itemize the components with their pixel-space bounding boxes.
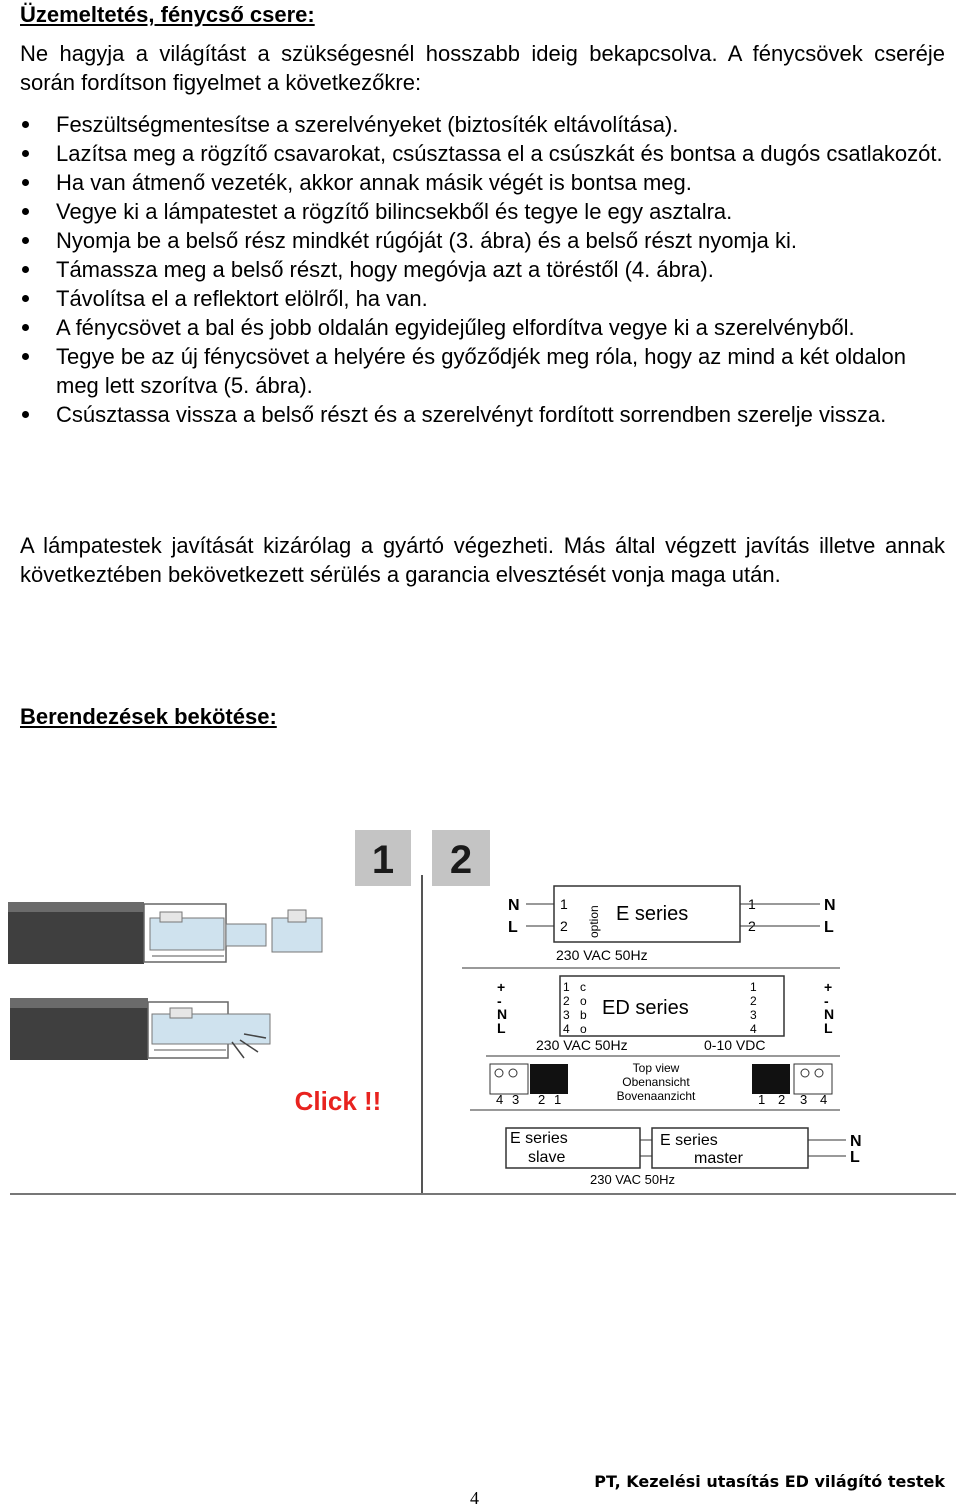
bullet-icon bbox=[22, 150, 29, 157]
svg-text:2: 2 bbox=[563, 994, 570, 1008]
svg-text:1: 1 bbox=[554, 1092, 562, 1107]
svg-text:master: master bbox=[694, 1150, 743, 1167]
wiring-figure bbox=[0, 820, 960, 1210]
list-item: Vegye ki a lámpatestet a rögzítő bilincsekből és tegye le egy asztalra. bbox=[20, 197, 945, 226]
bullet-icon bbox=[22, 266, 29, 273]
bullet-icon bbox=[22, 121, 29, 128]
list-item: Támassza meg a belső részt, hogy megóvja azt a töréstől (4. ábra). bbox=[20, 255, 945, 284]
list-item: Tegye be az új fénycsövet a helyére és győződjék meg róla, hogy az mind a két oldalon meg lett szorítva (5. ábra). bbox=[20, 342, 945, 400]
svg-text:L: L bbox=[497, 1020, 506, 1036]
e-series-voltage: 230 VAC 50Hz bbox=[556, 947, 648, 963]
e-terminal-n-right: N bbox=[824, 897, 836, 914]
e-terminal-n-left: N bbox=[508, 897, 520, 914]
list-item: Ha van átmenő vezeték, akkor annak másik végét is bontsa meg. bbox=[20, 168, 945, 197]
panel-1-label: 1 bbox=[371, 838, 395, 882]
e-pin-left-2: 2 bbox=[560, 918, 568, 934]
intro-paragraph: Ne hagyja a világítást a szükségesnél hosszabb ideig bekapcsolva. A fénycsövek cseréje során fordítson figyelmet a következőkre: bbox=[20, 41, 945, 95]
svg-text:2: 2 bbox=[750, 994, 757, 1008]
svg-text:4: 4 bbox=[750, 1022, 757, 1036]
e-pin-left-1: 1 bbox=[560, 896, 568, 912]
bullet-icon bbox=[22, 179, 29, 186]
ed-voltage-dc: 0-10 VDC bbox=[704, 1037, 766, 1053]
ed-series-diagram bbox=[486, 976, 840, 1056]
e-series-diagram bbox=[462, 886, 840, 968]
svg-text:c: c bbox=[580, 980, 586, 994]
e-series-title: E series bbox=[616, 903, 689, 925]
svg-text:1: 1 bbox=[563, 980, 570, 994]
ed-series-title: ED series bbox=[602, 997, 689, 1019]
bullet-icon bbox=[22, 208, 29, 215]
svg-text:o: o bbox=[580, 1022, 587, 1036]
svg-text:Bovenaanzicht: Bovenaanzicht bbox=[616, 1089, 696, 1103]
list-item: Feszültségmentesítse a szerelvényeket (biztosíték eltávolítása). bbox=[20, 110, 945, 139]
top-view-diagram bbox=[470, 1061, 840, 1110]
e-option-label: option bbox=[587, 905, 601, 938]
svg-text:1: 1 bbox=[750, 980, 757, 994]
svg-text:-: - bbox=[824, 993, 829, 1009]
svg-text:b: b bbox=[580, 1008, 587, 1022]
bullet-icon bbox=[22, 295, 29, 302]
e-terminal-l-left: L bbox=[508, 919, 518, 936]
e-pin-right-2: 2 bbox=[748, 918, 756, 934]
svg-text:slave: slave bbox=[528, 1149, 566, 1166]
slave-master-voltage: 230 VAC 50Hz bbox=[590, 1172, 676, 1187]
svg-text:4: 4 bbox=[820, 1092, 828, 1107]
list-item: Csúsztassa vissza a belső részt és a szerelvényt fordított sorrendben szerelje vissza. bbox=[20, 400, 945, 429]
svg-text:3: 3 bbox=[512, 1092, 520, 1107]
svg-text:L: L bbox=[850, 1149, 860, 1166]
svg-text:3: 3 bbox=[750, 1008, 757, 1022]
ed-voltage-ac: 230 VAC 50Hz bbox=[536, 1037, 628, 1053]
e-terminal-l-right: L bbox=[824, 919, 834, 936]
list-item: Távolítsa el a reflektort elölről, ha van. bbox=[20, 284, 945, 313]
list-item: Nyomja be a belső rész mindkét rúgóját (3. ábra) és a belső részt nyomja ki. bbox=[20, 226, 945, 255]
bullet-icon bbox=[22, 411, 29, 418]
svg-text:2: 2 bbox=[778, 1092, 786, 1107]
panel-2-label: 2 bbox=[449, 838, 473, 882]
bullet-icon bbox=[22, 324, 29, 331]
click-label: Click !! bbox=[294, 1086, 382, 1116]
svg-text:+: + bbox=[497, 979, 506, 995]
step-list bbox=[20, 110, 945, 429]
svg-text:N: N bbox=[850, 1133, 862, 1150]
svg-text:1: 1 bbox=[758, 1092, 766, 1107]
svg-text:Top view: Top view bbox=[632, 1061, 680, 1075]
svg-text:3: 3 bbox=[563, 1008, 570, 1022]
connector-plugged bbox=[10, 998, 270, 1060]
svg-text:+: + bbox=[824, 979, 833, 995]
svg-text:-: - bbox=[497, 993, 502, 1009]
svg-text:o: o bbox=[580, 994, 587, 1008]
svg-text:N: N bbox=[497, 1006, 508, 1022]
bullet-icon bbox=[22, 237, 29, 244]
svg-text:L: L bbox=[824, 1020, 833, 1036]
list-item: A fénycsövet a bal és jobb oldalán egyidejűleg elfordítva vegye ki a szerelvényből. bbox=[20, 313, 945, 342]
list-item: Lazítsa meg a rögzítő csavarokat, csúsztassa el a csúszkát és bontsa a dugós csatlakozót. bbox=[20, 139, 945, 168]
svg-text:4: 4 bbox=[496, 1092, 504, 1107]
svg-text:4: 4 bbox=[563, 1022, 570, 1036]
page-number: 4 bbox=[470, 1488, 479, 1508]
footer-title: PT, Kezelési utasítás ED világító testek bbox=[594, 1472, 945, 1491]
bullet-icon bbox=[22, 353, 29, 360]
slave-master-diagram bbox=[506, 1128, 862, 1187]
e-pin-right-1: 1 bbox=[748, 896, 756, 912]
svg-text:Obenansicht: Obenansicht bbox=[622, 1075, 690, 1089]
svg-text:E series: E series bbox=[510, 1130, 568, 1147]
svg-text:3: 3 bbox=[800, 1092, 808, 1107]
heading-operation: Üzemeltetés, fénycső csere: bbox=[20, 2, 315, 27]
svg-text:N: N bbox=[824, 1006, 835, 1022]
heading-connection: Berendezések bekötése: bbox=[20, 704, 277, 729]
svg-text:2: 2 bbox=[538, 1092, 546, 1107]
connector-unplugged bbox=[8, 902, 322, 964]
svg-text:E series: E series bbox=[660, 1132, 718, 1149]
warranty-note: A lámpatestek javítását kizárólag a gyártó végezheti. Más által végzett javítás illetve annak következtében bekövetkezett sérülés a garancia elvesztését vonja maga után. bbox=[20, 533, 945, 587]
